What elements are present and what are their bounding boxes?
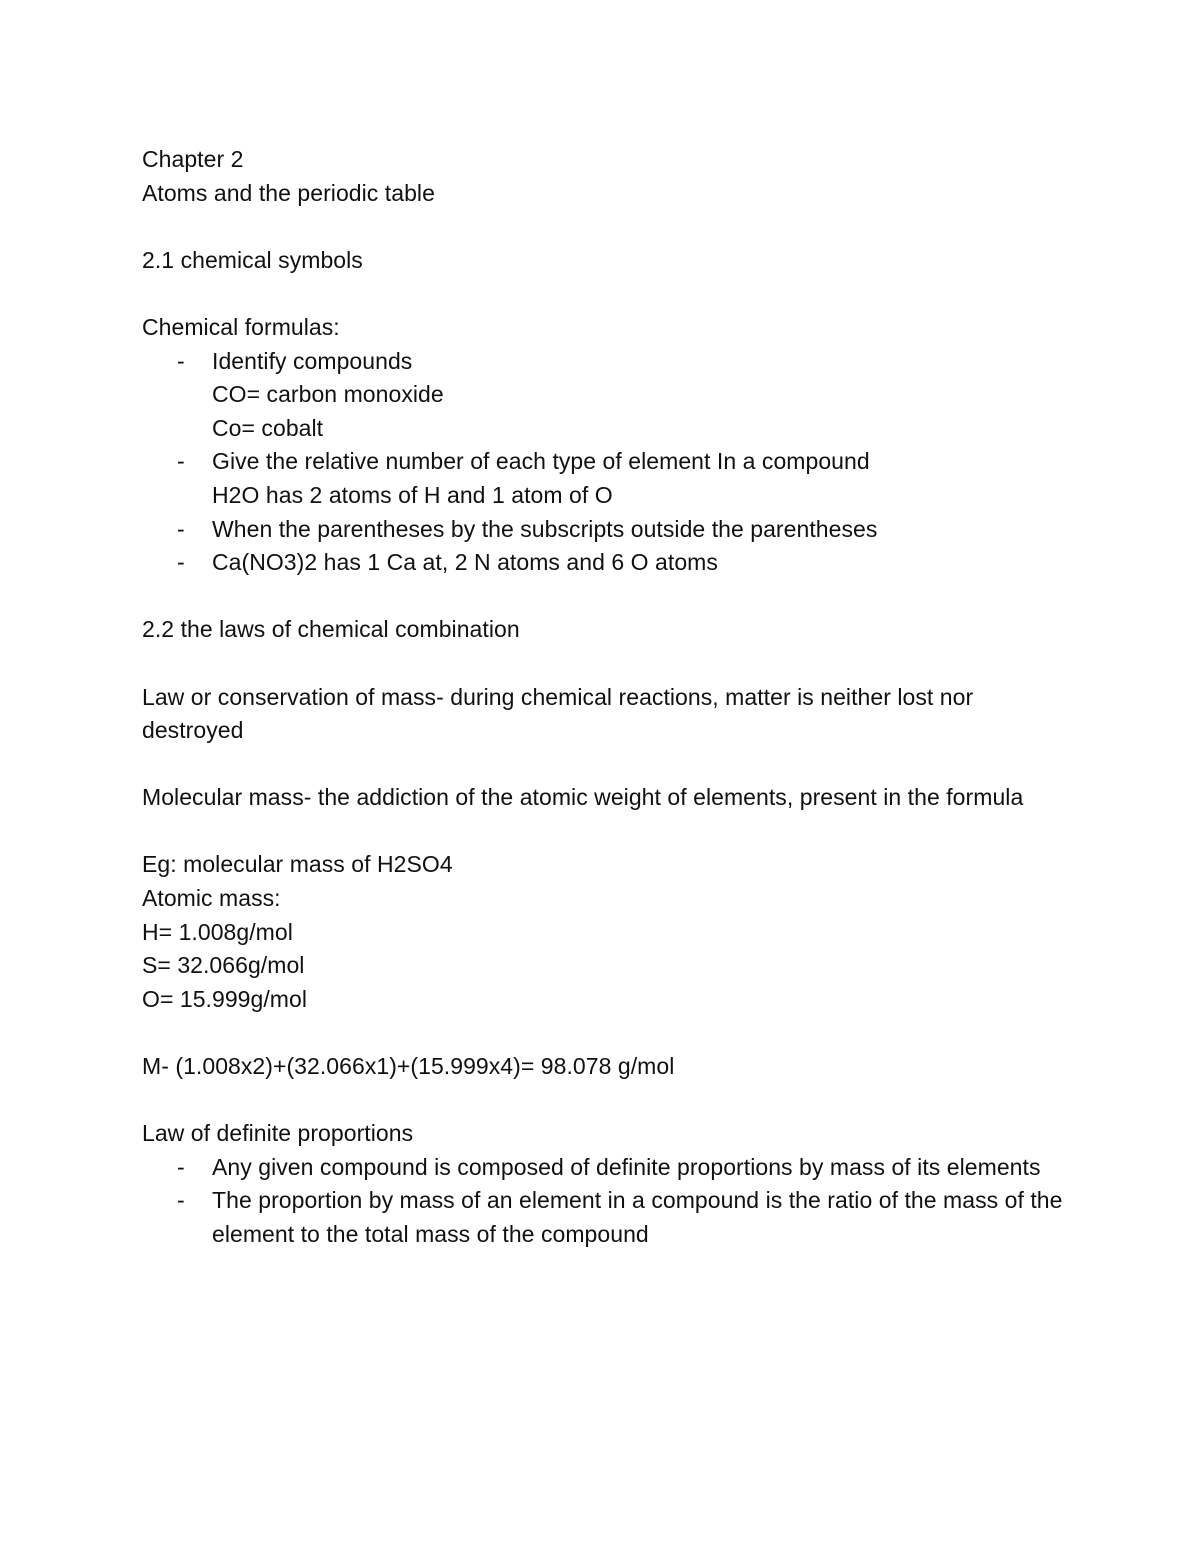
- section-heading-2-1: 2.1 chemical symbols: [142, 246, 363, 273]
- chapter-title: Chapter 2: [142, 146, 244, 172]
- atomic-mass-sulfur: S= 32.066g/mol: [142, 952, 305, 979]
- list-item-subline: CO= carbon monoxide: [212, 381, 444, 408]
- blank-line: [142, 815, 1072, 849]
- example-label: Eg: molecular mass of H2SO4: [142, 851, 453, 878]
- list-item-subline: Co= cobalt: [212, 414, 324, 441]
- blank-line: [142, 748, 1072, 782]
- list-item: [142, 546, 1072, 580]
- blank-line: [142, 1016, 1072, 1050]
- chapter-subtitle: Atoms and the periodic table: [142, 179, 435, 206]
- list-item-text: - Ca(NO3)2 has 1 Ca at, 2 N atoms and 6 O atoms: [212, 549, 718, 576]
- blank-line: [142, 1084, 1072, 1118]
- list-item: [142, 513, 1072, 547]
- blank-line: [142, 580, 1072, 614]
- blank-line: [142, 210, 1072, 244]
- list-item-subline: H2O has 2 atoms of H and 1 atom of O: [212, 481, 613, 508]
- list-item: - The proportion by mass of an element in a compound is the ratio of the mass of the element to the total mass of the compound: [142, 1184, 1072, 1251]
- definite-proportions-heading: Law of definite proportions: [142, 1120, 414, 1147]
- list-item-text: - Give the relative number of each type of element In a compound: [212, 448, 870, 475]
- blank-line: [142, 647, 1072, 681]
- list-item: [142, 445, 1072, 512]
- chemical-formulas-list: [142, 345, 1072, 580]
- molecular-mass-paragraph: Molecular mass- the addiction of the atomic weight of elements, present in the formula: [142, 784, 1024, 811]
- section-heading-2-2: 2.2 the laws of chemical combination: [142, 616, 520, 643]
- list-item: [142, 345, 1072, 446]
- blank-line: [142, 277, 1072, 311]
- list-item: - Any given compound is composed of definite proportions by mass of its elements: [142, 1151, 1072, 1185]
- molecular-mass-calculation: M- (1.008x2)+(32.066x1)+(15.999x4)= 98.078 g/mol: [142, 1053, 675, 1080]
- atomic-mass-label: Atomic mass:: [142, 885, 281, 912]
- list-item-text: - When the parentheses by the subscripts outside the parentheses: [212, 515, 878, 542]
- document-body: [142, 143, 1072, 1252]
- atomic-mass-hydrogen: H= 1.008g/mol: [142, 918, 293, 945]
- atomic-mass-oxygen: O= 15.999g/mol: [142, 985, 308, 1012]
- chemical-formulas-label: Chemical formulas:: [142, 313, 340, 340]
- conservation-of-mass-paragraph: Law or conservation of mass- during chemical reactions, matter is neither lost nor destroyed: [142, 683, 974, 744]
- list-item-text: - Identify compounds: [212, 347, 413, 374]
- definite-proportions-list: [142, 1151, 1072, 1252]
